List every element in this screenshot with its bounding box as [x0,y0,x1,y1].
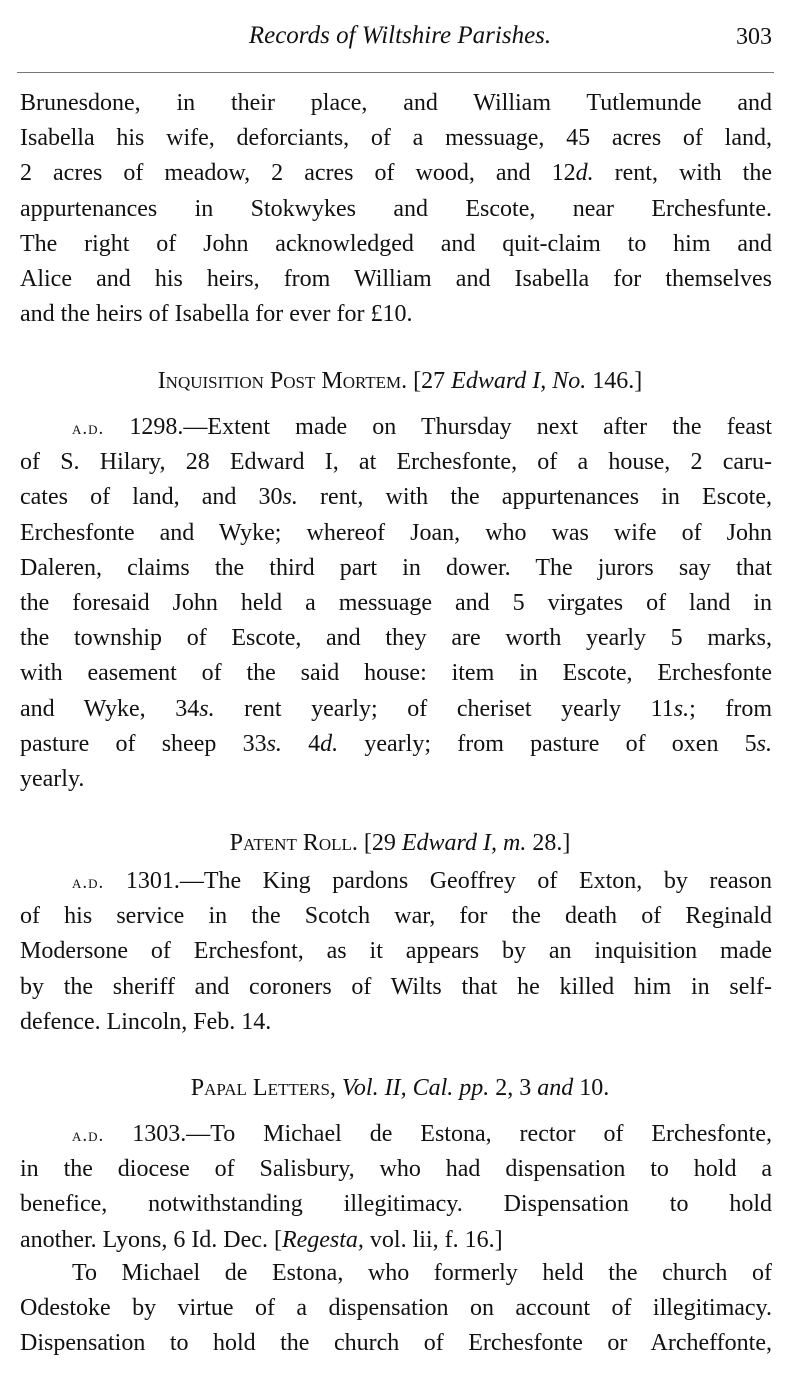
section-heading [0,830,800,857]
italic-run: d. [575,160,594,187]
heading-inquisition [0,368,800,395]
italic-run: s. [673,695,690,722]
text-run: Odestoke by virtue of a dispensation on account of illegitimacy. [20,1295,772,1322]
text-line [20,121,772,156]
italic-run: s. [266,730,282,757]
text-run: Brunesdone, in their place, and William Tutlemunde and [20,90,772,116]
text-line [20,1291,772,1326]
para-fine-conclusion [20,86,772,332]
text-line [20,934,772,969]
text-line [20,970,772,1005]
italic-run: Edward I, No. [451,368,587,394]
text-run: Isabella his wife, deforciants, of a messuage, 45 acres of land, [20,125,772,152]
text-run: To Michael de Estona, who formerly held the church of [72,1260,772,1286]
text-line [20,410,772,445]
text-run: Erchesfonte and Wyke; whereof Joan, who was wife of John [20,519,772,546]
text-line [20,227,772,262]
text-line [20,192,772,227]
text-run: and Wyke, 34 [20,695,200,722]
italic-run: s. [282,484,298,511]
text-run: rent, with the appurtenances in Escote, [297,484,773,511]
text-run: pasture of sheep 33 [20,730,267,757]
para-papal-2 [20,1256,772,1362]
heading-papal-letters [0,1075,800,1102]
text-run: the foresaid John held a messuage and 5 virgates of land in [20,589,772,616]
text-run: 2 acres of meadow, 2 acres of wood, and 12 [20,160,576,187]
text-line [20,262,772,297]
text-line [20,762,772,797]
text-run: rent, with the [593,160,772,187]
italic-run: Regesta, [281,1226,364,1253]
text-line [20,1223,772,1258]
text-run: 2, 3 [489,1075,538,1101]
para-patent-roll [20,864,772,1040]
text-line [20,864,772,899]
text-run: and the heirs of Isabella for ever for £10. [20,301,413,328]
text-line [20,586,772,621]
text-run: The right of John acknowledged and quit-claim to him and [20,230,772,257]
text-line [20,445,772,480]
text-run: Daleren, claims the third part in dower. The jurors say that [20,554,772,581]
text-line [20,86,772,121]
text-run: 10. [573,1075,610,1101]
italic-run: s. [756,730,773,757]
text-run: 4 [281,730,321,757]
text-line [20,727,772,762]
text-line [20,1005,772,1040]
text-run: yearly. [20,765,85,792]
italic-run: and [537,1075,574,1101]
text-line [20,1256,772,1291]
text-run: Alice and his heirs, from William and Isabella for themselves [20,265,772,292]
text-run: 1303.—To Michael de Estona, rector of Erchesfonte, [104,1121,772,1147]
text-run: 1298.—Extent made on Thursday next after the feast [104,414,772,440]
text-run: Modersone of Erchesfont, as it appears by an inquisition made [20,938,772,965]
text-run: ; from [689,695,772,722]
para-papal-1 [20,1117,772,1258]
text-run: 1301.—The King pardons Geoffrey of Exton, by reason [104,868,772,894]
text-line [20,516,772,551]
text-line [20,297,772,332]
italic-run: s. [199,695,215,722]
header-rule [17,72,774,73]
small-caps-run: a.d. [72,1125,105,1146]
text-run: another. Lyons, 6 Id. Dec. [ [20,1226,282,1253]
text-line [20,156,772,191]
heading-patent-roll [0,830,800,857]
text-line [20,656,772,691]
italic-run: Vol. II, Cal. pp. [341,1075,490,1101]
text-run: 28.] [526,830,571,856]
text-run: cates of land, and 30 [20,484,283,511]
text-run: Dispensation to hold the church of Erchesfonte or Archeffonte, [20,1330,772,1357]
italic-run: d. [320,730,339,757]
text-run: appurtenances in Stokwykes and Escote, near Erchesfunte. [20,195,772,222]
text-run: by the sheriff and coroners of Wilts that he killed him in self- [20,973,772,1000]
italic-run: Edward I, m. [401,830,527,856]
text-run: [29 [357,830,402,856]
small-caps-run: a.d. [72,418,105,439]
page-number: 303 [736,24,772,50]
text-run: of S. Hilary, 28 Edward I, at Erchesfonte, of a house, 2 caru- [20,449,772,476]
text-run: yearly; from pasture of oxen 5 [338,730,757,757]
text-line [20,480,772,515]
text-line [20,1187,772,1222]
text-line [20,899,772,934]
text-run: of his service in the Scotch war, for the death of Reginald [20,903,772,930]
text-run: [27 [407,368,452,394]
text-line [20,1326,772,1361]
text-line [20,1117,772,1152]
text-run: benefice, notwithstanding illegitimacy. Dispensation to hold [20,1191,772,1218]
text-run: rent yearly; of cheriset yearly 11 [214,695,674,722]
small-caps-run: Papal Letters, [190,1075,336,1101]
text-line [20,692,772,727]
section-heading [0,1075,800,1102]
small-caps-run: Inquisition Post Mortem. [157,368,408,394]
running-header-title: Records of Wiltshire Parishes. [248,22,552,49]
text-run: in the diocese of Salisbury, who had dispensation to hold a [20,1156,772,1183]
small-caps-run: Patent Roll. [229,830,358,856]
text-run: vol. lii, f. 16.] [363,1226,503,1253]
section-heading [0,368,800,395]
text-line [20,621,772,656]
text-line [20,551,772,586]
text-run: defence. Lincoln, Feb. 14. [20,1008,272,1035]
small-caps-run: a.d. [72,872,105,893]
text-run: the township of Escote, and they are worth yearly 5 marks, [20,625,772,652]
text-run: 146.] [586,368,643,394]
para-inquisition [20,410,772,797]
text-line [20,1152,772,1187]
text-run: with easement of the said house: item in Escote, Erchesfonte [20,660,772,687]
